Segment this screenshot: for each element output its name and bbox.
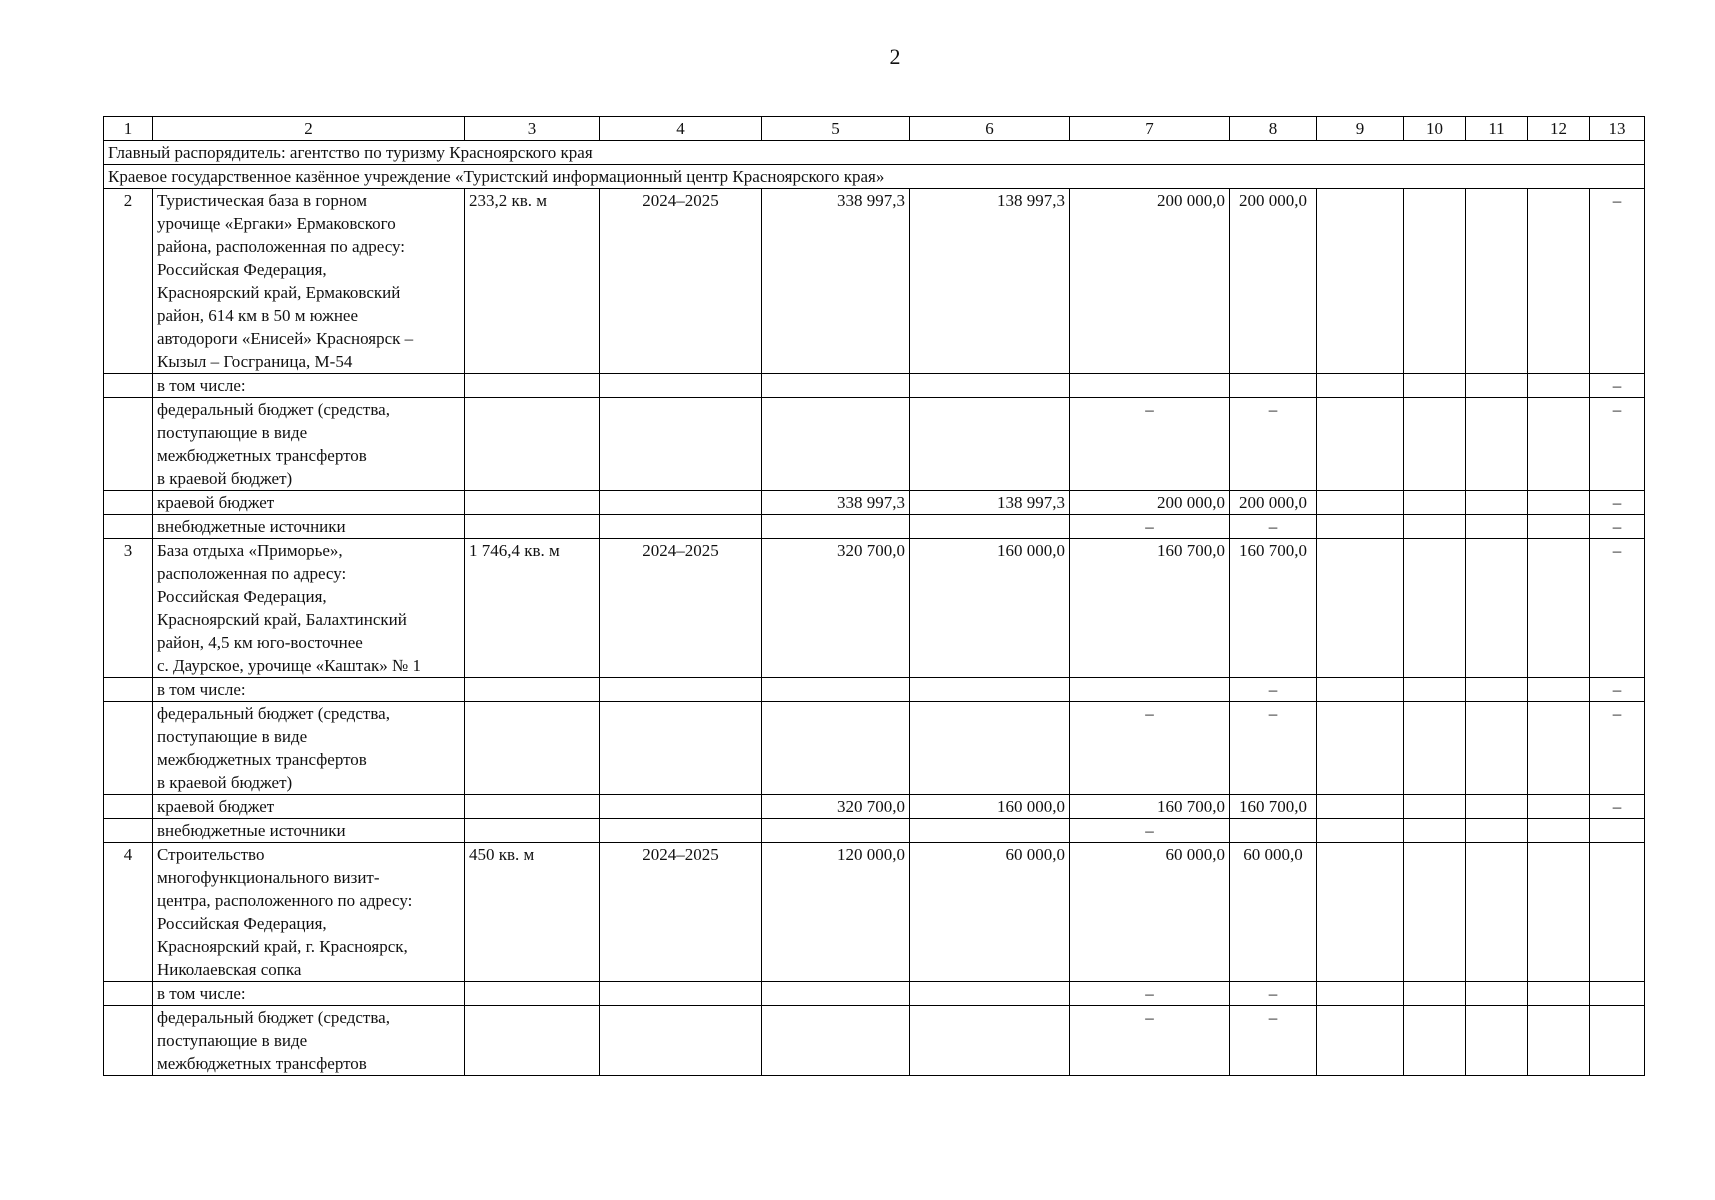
column-number: 3: [465, 117, 600, 141]
column-number: 9: [1317, 117, 1404, 141]
cell-col8: 200 000,0: [1230, 189, 1317, 374]
cell-col6: 160 000,0: [910, 795, 1070, 819]
object-area: 233,2 кв. м: [465, 189, 600, 374]
table-row: [104, 702, 1645, 795]
capital-investment-table: [103, 116, 1645, 1076]
cell-col8: 200 000,0: [1230, 491, 1317, 515]
column-number: 10: [1404, 117, 1466, 141]
table-row: [104, 539, 1645, 678]
dash-cell: –: [1070, 819, 1230, 843]
table-row: [104, 819, 1645, 843]
table-row: [104, 678, 1645, 702]
dash-cell: –: [1590, 678, 1645, 702]
object-area: 1 746,4 кв. м: [465, 539, 600, 678]
cell-col7: 60 000,0: [1070, 843, 1230, 982]
column-number: 5: [762, 117, 910, 141]
cell-col7: 160 700,0: [1070, 539, 1230, 678]
federal-budget-label: федеральный бюджет (средства, поступающие в виде межбюджетных трансфертов: [153, 1006, 465, 1076]
object-name: Строительство многофункционального визит- центра, расположенного по адресу: Российская Федерация, Красноярский край, г. Красноярск, Николаевская сопка: [153, 843, 465, 982]
including-label: в том числе:: [153, 678, 465, 702]
regional-budget-label: краевой бюджет: [153, 795, 465, 819]
extrabudgetary-label: внебюджетные источники: [153, 819, 465, 843]
cell-col5: 320 700,0: [762, 539, 910, 678]
dash-cell: –: [1070, 702, 1230, 795]
cell-col6: 138 997,3: [910, 189, 1070, 374]
column-number: 13: [1590, 117, 1645, 141]
dash-cell: –: [1230, 515, 1317, 539]
object-number: 4: [104, 843, 153, 982]
dash-cell: –: [1590, 702, 1645, 795]
cell-col13: –: [1590, 795, 1645, 819]
dash-cell: –: [1230, 398, 1317, 491]
column-number: 7: [1070, 117, 1230, 141]
dash-cell: –: [1230, 702, 1317, 795]
regional-budget-label: краевой бюджет: [153, 491, 465, 515]
object-period: 2024–2025: [600, 843, 762, 982]
object-number: 3: [104, 539, 153, 678]
cell-col8: 60 000,0: [1230, 843, 1317, 982]
object-period: 2024–2025: [600, 189, 762, 374]
table-row: [104, 795, 1645, 819]
page-number: 2: [889, 44, 901, 69]
column-number: 11: [1466, 117, 1528, 141]
column-number: 2: [153, 117, 465, 141]
cell-col5: 338 997,3: [762, 189, 910, 374]
cell-col7: 200 000,0: [1070, 189, 1230, 374]
table-row: [104, 374, 1645, 398]
cell-col5: 338 997,3: [762, 491, 910, 515]
cell-col6: 138 997,3: [910, 491, 1070, 515]
object-period: 2024–2025: [600, 539, 762, 678]
object-number: 2: [104, 189, 153, 374]
column-number: 12: [1528, 117, 1590, 141]
dash-cell: –: [1230, 1006, 1317, 1076]
cell-col13: –: [1590, 491, 1645, 515]
table-row: [104, 982, 1645, 1006]
column-number: 6: [910, 117, 1070, 141]
cell-col6: 60 000,0: [910, 843, 1070, 982]
table-row: [104, 843, 1645, 982]
federal-budget-label: федеральный бюджет (средства, поступающие в виде межбюджетных трансфертов в краевой бюджет): [153, 398, 465, 491]
including-label: в том числе:: [153, 982, 465, 1006]
cell-col7: 160 700,0: [1070, 795, 1230, 819]
column-number: 4: [600, 117, 762, 141]
extrabudgetary-label: внебюджетные источники: [153, 515, 465, 539]
table-row: [104, 398, 1645, 491]
dash-cell: –: [1070, 982, 1230, 1006]
cell-col7: 200 000,0: [1070, 491, 1230, 515]
dash-cell: –: [1230, 678, 1317, 702]
dash-cell: –: [1590, 515, 1645, 539]
table-row: [104, 1006, 1645, 1076]
column-number: 1: [104, 117, 153, 141]
column-number-row: [104, 117, 1645, 141]
dash-cell: –: [1230, 982, 1317, 1006]
section-institution: Краевое государственное казённое учреждение «Туристский информационный центр Красноярского края»: [104, 165, 1645, 189]
cell-col13: –: [1590, 189, 1645, 374]
object-name: База отдыха «Приморье», расположенная по адресу: Российская Федерация, Красноярский край, Балахтинский район, 4,5 км юго-восточнее с. Даурское, урочище «Каштак» № 1: [153, 539, 465, 678]
object-name: Туристическая база в горном урочище «Ергаки» Ермаковского района, расположенная по адресу: Российская Федерация, Красноярский край, Ермаковский район, 614 км в 50 м южнее автодороги «Енисей» Красноярск – Кызыл – Госграница, М-54: [153, 189, 465, 374]
section-main-manager: Главный распорядитель: агентство по туризму Красноярского края: [104, 141, 1645, 165]
federal-budget-label: федеральный бюджет (средства, поступающие в виде межбюджетных трансфертов в краевой бюджет): [153, 702, 465, 795]
object-area: 450 кв. м: [465, 843, 600, 982]
cell-col8: 160 700,0: [1230, 539, 1317, 678]
dash-cell: –: [1070, 1006, 1230, 1076]
cell-col6: 160 000,0: [910, 539, 1070, 678]
table-row: [104, 515, 1645, 539]
cell-col5: 120 000,0: [762, 843, 910, 982]
dash-cell: –: [1590, 398, 1645, 491]
dash-cell: –: [1070, 398, 1230, 491]
column-number: 8: [1230, 117, 1317, 141]
including-label: в том числе:: [153, 374, 465, 398]
table-row: [104, 189, 1645, 374]
table-row: [104, 491, 1645, 515]
cell-col13: –: [1590, 539, 1645, 678]
dash-cell: –: [1590, 374, 1645, 398]
cell-col5: 320 700,0: [762, 795, 910, 819]
cell-col8: 160 700,0: [1230, 795, 1317, 819]
dash-cell: –: [1070, 515, 1230, 539]
